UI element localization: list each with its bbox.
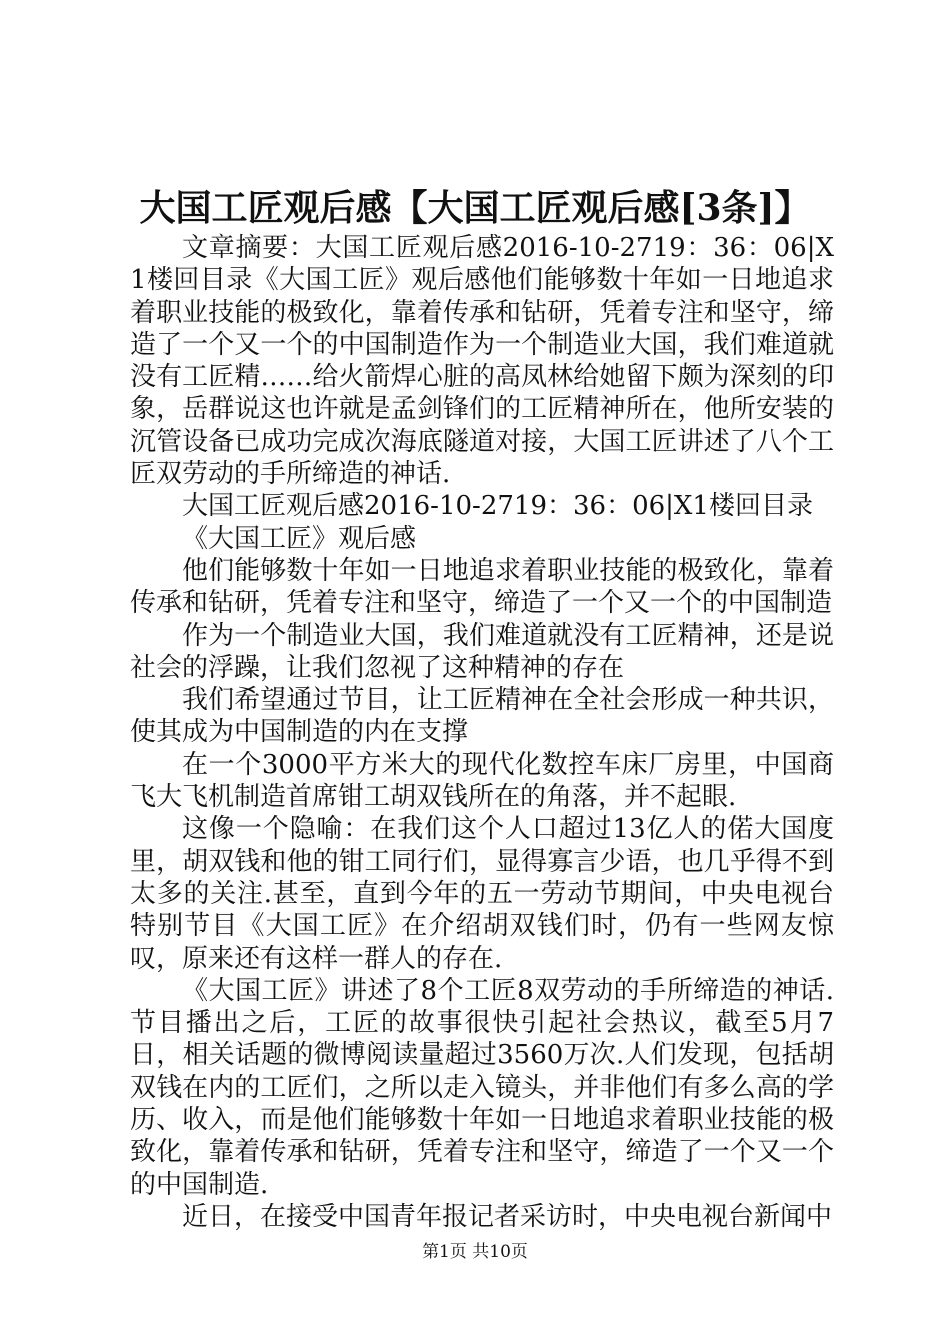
paragraph: 近日，在接受中国青年报记者采访时，中央电视台新闻中 xyxy=(182,1201,833,1232)
paragraph: 在一个3000平方米大的现代化数控车床厂房里，中国商飞大飞机制造首席钳工胡双钱所在的角落，并不起眼. xyxy=(130,749,834,813)
document-body xyxy=(130,232,834,1233)
document-title: 大国工匠观后感【大国工匠观后感[3条]】 xyxy=(139,187,811,229)
paragraph: 这像一个隐喻：在我们这个人口超过13亿人的偌大国度里，胡双钱和他的钳工同行们，显得寡言少语，也几乎得不到太多的关注.甚至，直到今年的五一劳动节期间，中央电视台特别节目《大国工匠》在介绍胡双钱们时，仍有一些网友惊叹，原来还有这样一群人的存在. xyxy=(130,814,834,974)
paragraph: 作为一个制造业大国，我们难道就没有工匠精神，还是说社会的浮躁，让我们忽视了这种精神的存在 xyxy=(130,620,834,683)
paragraph: 我们希望通过节目，让工匠精神在全社会形成一种共识，使其成为中国制造的内在支撑 xyxy=(130,685,834,748)
paragraph-source-line: 大国工匠观后感2016-10-2719：36：06|X1楼回目录 xyxy=(182,491,813,522)
page-number-footer: 第1页 共10页 xyxy=(422,1242,528,1262)
paragraph-summary: 文章摘要：大国工匠观后感2016-10-2719：36：06|X1楼回目录《大国工匠》观后感他们能够数十年如一日地追求着职业技能的极致化，靠着传承和钻研，凭着专注和坚守，缔造了一个又一个的中国制造作为一个制造业大国，我们难道就没有工匠精……给火箭焊心脏的高凤林给她留下颇为深刻的印象，岳群说这也许就是孟剑锋们的工匠精神所在，他所安装的沉管设备已成功完成次海底隧道对接，大国工匠讲述了八个工匠双劳动的手所缔造的神话. xyxy=(130,233,834,490)
paragraph: 《大国工匠》讲述了8个工匠8双劳动的手所缔造的神话.节目播出之后，工匠的故事很快引起社会热议，截至5月7日，相关话题的微博阅读量超过3560万次.人们发现，包括胡双钱在内的工匠们，之所以走入镜头，并非他们有多么高的学历、收入，而是他们能够数十年如一日地追求着职业技能的极致化，靠着传承和钻研，凭着专注和坚守，缔造了一个又一个的中国制造. xyxy=(130,975,834,1200)
paragraph: 他们能够数十年如一日地追求着职业技能的极致化，靠着传承和钻研，凭着专注和坚守，缔造了一个又一个的中国制造 xyxy=(130,555,834,619)
paragraph-heading: 《大国工匠》观后感 xyxy=(182,523,417,554)
